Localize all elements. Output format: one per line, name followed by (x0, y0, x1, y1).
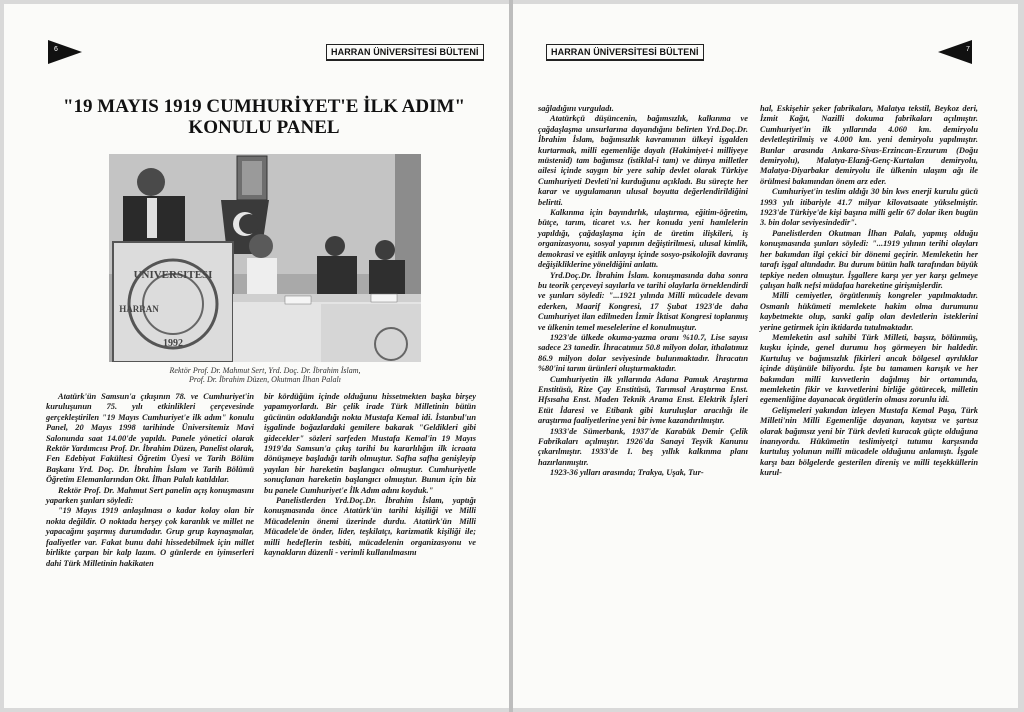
paragraph: Cumhuriyet'in teslim aldığı 30 bin kws enerji kurulu gücü 1993 yılı itibariyle 41.7 milyar kilovatsaate yükselmiştir. 1923'de Türkiye'de kişi başına milli gelir 67 dolar iken bugün 3. bin dolar seviyesindedir". (760, 187, 978, 228)
right-header: HARRAN ÜNİVERSİTESİ BÜLTENİ (546, 44, 704, 61)
paragraph: 1923'de ülkede okuma-yazma oranı %10.7, Lise sayısı sadece 23 tanedir. İhracatımız 50.8 milyon dolar, ithalatımız 86.9 milyon dolar seviyesinde bulunmaktadır. İhracatın %80'ini tarım ürünleri oluşturmaktadır. (538, 332, 748, 374)
title-line-2: KONULU PANEL (188, 117, 340, 138)
paragraph: bir kördüğüm içinde olduğunu hissetmekten başka birşey yapamıyorlardı. Bir çelik irade Türk Milletinin bütün gücünün odaklandığı nokta Mustafa Kemal idi. İstanbul'un işgalinde boğazlardaki gemilere bakarak "Geldikleri gibi gidecekler" sözleri sarfeden Mustafa Kemal'in 19 Mayıs 1919'da Samsun'a çıkış tarihi bu kararlılığın ilk icraata dönüşmeye başladığı tarih olmuştur. Safha safha genişleyip yayılan bir hareketin başlangıcı olmuştur. Cumhuriyetle sonuçlanan hareketin başlangıcı olmuştur. Bunun için biz bu panele Cumhuriyet'e İlk Adım adını koyduk." (264, 392, 476, 495)
paragraph: sağladığını vurguladı. (538, 104, 614, 113)
caption-line-2: Prof. Dr. İbrahim Düzen, Okutman İlhan Palalı (189, 375, 341, 384)
right-column-1 (538, 104, 748, 479)
panel-photo-illustration (109, 154, 421, 362)
paragraph: 1923-36 yılları arasında; Trakya, Uşak, Tur- (550, 468, 704, 478)
caption-line-1: Rektör Prof. Dr. Mahmut Sert, Yrd. Doç. Dr. İbrahim İslam, (169, 366, 361, 375)
article-title (44, 96, 484, 138)
right-page-number: 7 (966, 46, 970, 53)
right-page (513, 4, 1018, 708)
seal-left-text: HARRAN (119, 304, 159, 314)
paragraph: Panelistlerden Okutman İlhan Palalı, yapmış olduğu konuşmasında şunları söyledi: "...1919 yılının terihi olayları her bakımdan ilgi çekici bir dönemi geçirir. Memleketin her tarafı işgal altındadır. Bu durum bütün halk tarafından büyük tepkiye neden olmuştur. İşgallere karşı yer yer karşı gelmeye çalışan halk nefsi müdafaa hareketine girişmişlerdir. (760, 228, 978, 290)
paragraph: Panelistlerden Yrd.Doç.Dr. İbrahim İslam, yaptığı konuşmasında önce Atatürk'ün tarihi kişiliği ve Milli Mücadelenin önemi üzerinde durdu. Atatürk'ün Milli Mücadele'de önder, lider, teşkilatçı, karizmatik kişiliği ile; milli hedeflerin tesbiti, mücadelenin organizasyonu ve kaynakların düzenli - verimli kullanılmasını (264, 496, 476, 558)
photo-caption (109, 366, 421, 384)
paragraph: "19 Mayıs 1919 anlaşılması o kadar kolay olan bir nokta değildir. O noktada herşey çok karanlık ve millet ne yapacağını şaşırmış durumdadır. Grup grup kaynaşmalar, faaliyetler var. Fakat bunu dahi hissedebilmek için millet birlikte çarpan bir kalp lazım. O günlerde en iyimserleri dahi Türk Milletinin hakikaten (46, 506, 254, 568)
right-column-2 (760, 104, 978, 479)
paragraph: Atatürk'ün Samsun'a çıkışının 78. ve Cumhuriyet'in kuruluşunun 75. yılı etkinlikleri çerçevesinde gerçekleştirilen "19 Mayıs Cumhuriyet'e ilk adım" konulu Panel, 20 Mayıs 1998 tarihinde Üniversitemiz Mavi Salonunda saat 14.00'de yapıldı. Panele yönetici olarak Rektör Yardımcısı Prof. Dr. İbrahim Düzen, Panelist olarak, Fen Edebiyat Fakültesi Öğretim Üyesi ve Tarih Bölüm Başkanı Yrd. Doç. Dr. İbrahim İslam ve Tarih Bölümü Öğretim Elemanlarından Okt. İlhan Palalı katıldılar. (46, 392, 254, 485)
paragraph: Gelişmeleri yakından izleyen Mustafa Kemal Paşa, Türk Milleti'nin Milli Egemenliğe dayanan, kayıtsız ve şartsız olarak bağımsız yeni bir Türk devleti kuracak güçte olduğuna inanıyordu. Hükümetin teslimiyetçi tutumu karşısında kurtuluş yolunun milli mücadele olduğunu anlamıştı. İşgale karşı bazı bölgelerde gesterilen direniş ve milli teşekküllerin kurul- (760, 405, 978, 478)
seal-top-text: UNIVERSITESI (133, 269, 213, 281)
paragraph: Atatürkçü düşüncenin, bağımsızlık, kalkınma ve çağdaşlaşma unsurlarına dayandığını belirten Yrd.Doç.Dr. İbrahim İslam, bağımsızlık kavramının ülkeyi işgalden kurtarmak, milli egemenliğe dayalı (Hakimiyet-i milliyeye müstenid) tam bağımsız (istiklal-i tam) ve dünya milletler ailesi içinde saygın bir yere sahip devlet olarak Türkiye Cumhuriyeti Devleti'ni kurduğunu açıkladı. Bu süreçte her karar ve uygulamanın ulusal boyutta değerlendirildiğini belirtti. (538, 114, 748, 207)
left-page-number: 6 (54, 46, 58, 53)
title-line-1: "19 MAYIS 1919 CUMHURİYET'E İLK ADIM" (62, 96, 465, 117)
left-page (4, 4, 509, 708)
left-column-2 (264, 392, 476, 559)
paragraph: Yrd.Doç.Dr. İbrahim İslam. konuşmasında daha sonra bu teorik çerçeveyi sayılarla ve tarihi olaylarla örneklendirdi ve şunları söyledi: "...1921 yılında Milli mücadele devam ederken, Maarif Kongresi, 17 Şubat 1923'de daha Cumhuriyet ilan edilmeden İzmir İktisat Kongresi toplanmış ve ülkenin temel meselelerine el konulmuştur. (538, 270, 748, 332)
paragraph: Memleketin asıl sahibi Türk Milleti, başsız, bölünmüş, kuşku içinde, genel durumu hoş görmeyen bir haldedir. Kurtuluş ve bağımsızlık fikirleri ancak bölgesel ayrılıklar içinde düşünüle biliyordu. İşte bu tamamen karışık ve her bakımdan milli kuvvetlerin dağılmış bir ortamında, memleketin fikir ve kuvvetlerini birliğe götürecek, milletin egemenliğine dayanacak örgütlerin olması zorunlu idi. (760, 332, 978, 405)
paragraph: Cumhuriyetin ilk yıllarında Adana Pamuk Araştırma Enstitüsü, Rize Çay Enstitüsü, Tarımsal Araştırma Enst. Hfsısaha Enst. Maden Teknik Arama Enst. Elektrik İşleri Etüt İdaresi ve Etibank gibi kuruluşlar aracılığı ile araştırma faaliyetlerine yeni bir ivme kazandırılmıştır. (538, 374, 748, 426)
paragraph: hal, Eskişehir şeker fabrikaları, Malatya tekstil, Beykoz deri, İzmit Kağıt, Nazilli dokuma fabrikaları açılmıştır. Cumhuriyet'in ilk yıllarında 4.060 km. demiryolu devletleştirilmiş ve 4.000 km. yeni demiryolu yapılmıştır. Bunlar arasında Ankara-Sivas-Erzincan-Erzurum (Doğu demiryolu), Malatya-Elazığ-Genç-Kurtalan demiryolu, Malatya-Diyarbakır demiryolu ile ülkenin ulaşım ağı ile örülmesi bakımından önem arz eder. (760, 104, 978, 186)
paragraph: Kalkınma için bayındırlık, ulaştırma, eğitim-öğretim, bütçe, tarım, ticaret v.s. her konuda yeni hamlelerin yapıldığı, çağdaşlaşma için de üretim ilişkileri, iş organizasyonu, sosyal yapının değiştirilmesi, ulusal kimlik, demokrasi ve eşitlik anlayışı içinde sosyo-psikolojik davranış değişikliklerine yöneldiğini anlattı. (538, 208, 748, 270)
left-header: HARRAN ÜNİVERSİTESİ BÜLTENİ (326, 44, 484, 61)
left-column-1 (46, 392, 254, 569)
seal-year-text: 1992 (163, 338, 183, 349)
paragraph: Rektör Prof. Dr. Mahmut Sert panelin açış konuşmasını yaparken şunları söyledi: (46, 485, 254, 506)
paragraph: Milli cemiyetler, örgütlenmiş kongreler yapılmaktadır. Osmanlı hükümeti memlekete hakim olma durumunu kaybetmekte olup, sanki galip olan devletlerin isteklerini yerine getirmek için iktidarda tutulmaktadır. (760, 291, 978, 332)
panel-photo (109, 154, 421, 362)
paragraph: 1933'de Sümerbank, 1937'de Karabük Demir Çelik Fabrikaları açılmıştır. 1926'da Sanayi Teşvik Kanunu çıkarılmıştır. 1933'de I. beş yıllık kalkınma planı hazırlanmıştır. (538, 426, 748, 467)
